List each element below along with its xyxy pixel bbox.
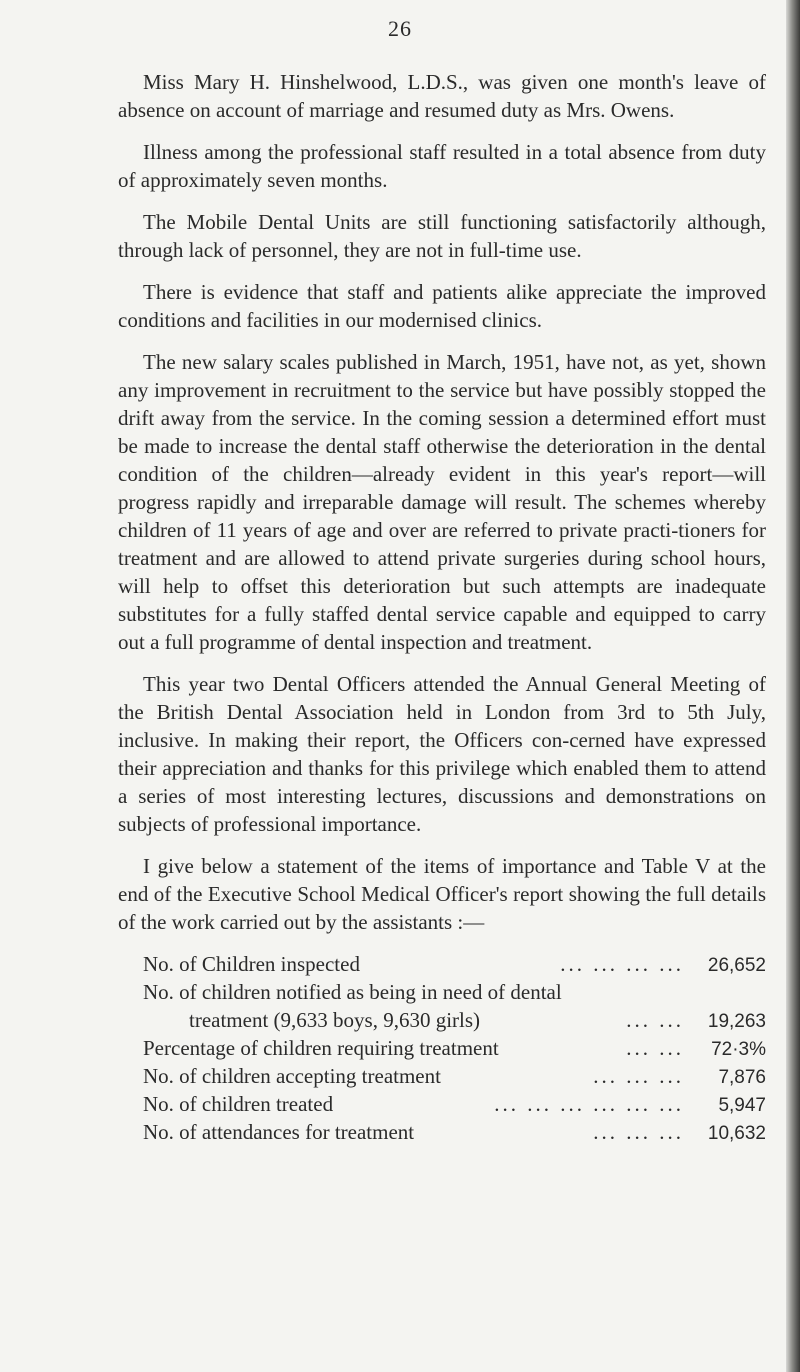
document-body [118,68,766,1146]
paragraph-statement-intro: I give below a statement of the items of importance and Table V at the end of the Executive School Medical Officer's report showing the full details of the work carried out by the assistants :— [118,854,766,934]
stat-leader: ... ... [626,1008,684,1032]
stat-value: 19,263 [707,1011,766,1032]
stat-value: 26,652 [707,955,766,976]
stat-row-children-treated [143,1090,766,1118]
paragraph-staff-illness: Illness among the professional staff resulted in a total absence from duty of approximately seven months. [118,140,766,192]
paragraph-leave-of-absence: Miss Mary H. Hinshelwood, L.D.S., was given one month's leave of absence on account of marriage and resumed duty as Mrs. Owens. [118,70,766,122]
page-number: 26 [388,16,412,41]
stat-value: 10,632 [707,1123,766,1144]
stat-row-accepting-treatment [143,1062,766,1090]
paragraph-bda-meeting: This year two Dental Officers attended the Annual General Meeting of the British Dental Association held in London from 3rd to 5th July, inclusive. In making their report, the Officers con-cerned have expressed their appreciation and thanks for this privilege which enabled them to attend a series of most interesting lectures, discussions and demonstrations on subjects of professional importance. [118,672,766,836]
stat-leader: ... ... ... [593,1064,684,1088]
stat-label: No. of children accepting treatment [143,1064,441,1088]
stat-row-attendances [143,1118,766,1146]
stat-label: No. of children notified as being in need of dental [143,980,562,1004]
paragraph-salary-scales: The new salary scales published in March, 1951, have not, as yet, shown any improvement in recruitment to the service but have possibly stopped the drift away from the service. In the coming session a determined effort must be made to increase the dental staff otherwise the deterioration in the dental condition of the children—already evident in this year's report—will progress rapidly and irreparable damage will result. The schemes whereby children of 11 years of age and over are referred to private practi-tioners for treatment and are allowed to attend private surgeries during school hours, will help to offset this deterioration but such attempts are inadequate substitutes for a fully staffed dental service capable and equipped to carry out a full programme of dental inspection and treatment. [118,350,766,654]
stat-leader: ... ... ... [593,1120,684,1144]
stat-label: No. of attendances for treatment [143,1120,415,1144]
stat-leader: ... ... ... ... ... ... [494,1092,684,1116]
stat-value: 7,876 [718,1067,766,1088]
stat-leader: ... ... [626,1036,684,1060]
statistics-list [118,950,766,1146]
paragraph-clinics: There is evidence that staff and patients alike appreciate the improved conditions and facilities in our modernised clinics. [118,280,766,332]
stat-row-percentage-requiring [143,1034,766,1062]
page-binding-edge [786,0,800,1372]
paragraph-mobile-units: The Mobile Dental Units are still functioning satisfactorily although, through lack of personnel, they are not in full-time use. [118,210,766,262]
stat-row-children-inspected [143,950,766,978]
stat-value: 72·3% [711,1039,766,1060]
stat-leader: ... ... ... ... [560,952,684,976]
stat-label: Percentage of children requiring treatment [143,1036,499,1060]
stat-row-notified-treatment [143,1006,766,1034]
stat-label: No. of children treated [143,1092,334,1116]
stat-label-continuation: treatment (9,633 boys, 9,630 girls) [189,1008,481,1032]
stat-row-notified-heading [143,978,766,1006]
stat-label: No. of Children inspected [143,952,360,976]
stat-value: 5,947 [718,1095,766,1116]
